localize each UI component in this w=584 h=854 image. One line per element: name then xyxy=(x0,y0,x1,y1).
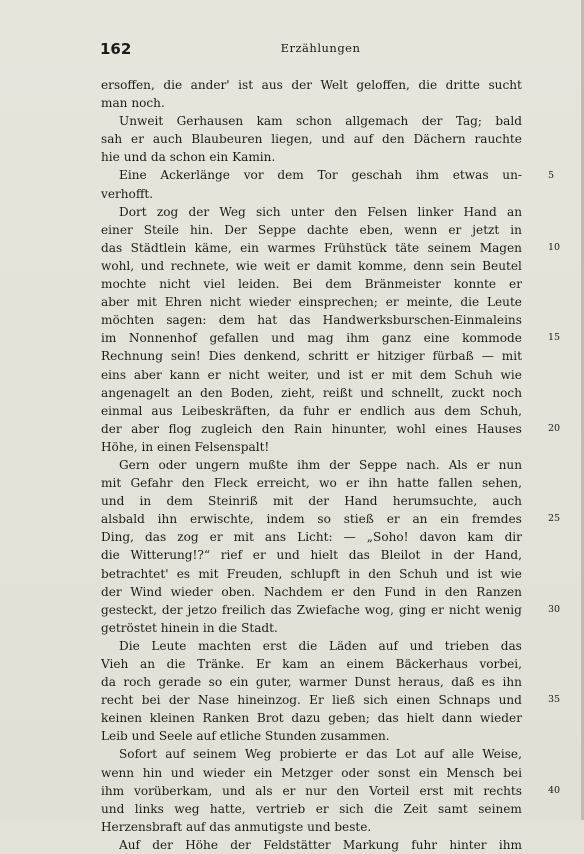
text-line: im Nonnenhof gefallen und mag ihm ganz eine kommode xyxy=(101,331,522,346)
text-line: angenagelt an den Boden, zieht, reißt und schnellt, zuckt noch xyxy=(101,385,522,400)
running-title: Erzählungen xyxy=(280,41,361,55)
text-line: wenn hin und wieder ein Metzger oder sonst ein Mensch bei xyxy=(101,765,522,780)
text-line: recht bei der Nase hineinzog. Er ließ sich einen Schnaps und xyxy=(101,693,522,708)
text-line: der Wind wieder oben. Nachdem er den Fund in den Ranzen xyxy=(101,584,522,599)
body-text xyxy=(101,76,522,854)
text-line: Die Leute machten erst die Läden auf und trieben das xyxy=(119,638,522,653)
page-header xyxy=(100,40,541,60)
text-line: die Witterung!?“ rief er und hielt das Bleilot in der Hand, xyxy=(101,548,522,563)
text-line: getröstet hinein in die Stadt. xyxy=(101,620,278,635)
text-line: Eine Ackerlänge vor dem Tor geschah ihm etwas un- xyxy=(119,168,522,183)
text-line: man noch. xyxy=(101,96,165,111)
line-number: 15 xyxy=(548,332,561,344)
text-line: Vieh an die Tränke. Er kam an einem Bäckerhaus vorbei, xyxy=(101,657,522,671)
text-line: und links weg hatte, vertrieb er sich die Zeit samt seinem xyxy=(101,801,522,816)
text-line: Herzensbraft auf das anmutigste und beste. xyxy=(101,819,372,834)
page-number: 162 xyxy=(100,40,132,58)
text-line: und in dem Steinriß mit der Hand herumsuchte, auch xyxy=(101,494,522,509)
text-line: ersoffen, die ander' ist aus der Welt geloffen, die dritte sucht xyxy=(101,78,522,92)
text-line: einer Steile hin. Der Seppe dachte eben, wenn er jetzt in xyxy=(101,222,522,237)
line-number: 25 xyxy=(548,513,561,525)
line-number: 30 xyxy=(548,603,561,615)
text-line: aber mit Ehren nicht wieder einsprechen; er meinte, die Leute xyxy=(101,295,522,310)
text-line: Sofort auf seinem Weg probierte er das Lot auf alle Weise, xyxy=(119,747,522,762)
text-line: Gern oder ungern mußte ihm der Seppe nach. Als er nun xyxy=(119,457,522,472)
text-line: Leib und Seele auf etliche Stunden zusammen. xyxy=(101,729,390,744)
text-line: einmal aus Leibeskräften, da fuhr er endlich aus dem Schuh, xyxy=(101,403,522,418)
text-line: Höhe, in einen Felsenspalt! xyxy=(101,439,270,454)
text-line: Unweit Gerhausen kam schon allgemach der Tag; bald xyxy=(119,114,522,129)
text-line: keinen kleinen Ranken Brot dazu geben; das hielt dann wieder xyxy=(101,711,522,726)
text-line: alsbald ihn erwischte, indem so stieß er an ein fremdes xyxy=(101,512,522,527)
line-number: 5 xyxy=(548,169,555,181)
text-line: Dort zog der Weg sich unter den Felsen linker Hand an xyxy=(119,204,522,219)
text-line: wohl, und rechnete, wie weit er damit komme, denn sein Beutel xyxy=(101,258,522,273)
text-line: Auf der Höhe der Feldstätter Markung fuhr hinter ihm xyxy=(119,837,522,852)
text-line: verhofft. xyxy=(101,186,154,201)
text-line: das Städtlein käme, ein warmes Frühstück täte seinem Magen xyxy=(101,240,522,255)
text-line: ihm vorüberkam, und als er nur den Vorteil erst mit rechts xyxy=(101,783,522,798)
line-number: 20 xyxy=(548,422,561,434)
text-line: gesteckt, der jetzo freilich das Zwiefache wog, ging er nicht wenig xyxy=(101,602,522,617)
line-number: 10 xyxy=(548,241,561,253)
text-line: hie und da schon ein Kamin. xyxy=(101,150,276,165)
text-line: mochte nicht viel leiden. Bei dem Bränmeister konnte er xyxy=(101,277,522,292)
text-line: Ding, das zog er mit ans Licht: — „Soho! davon kam dir xyxy=(101,530,522,545)
text-line: Rechnung sein! Dies denkend, schritt er hitziger fürbaß — mit xyxy=(101,349,522,364)
text-line: betrachtet' es mit Freuden, schlupft in den Schuh und ist wie xyxy=(101,566,522,581)
text-line: da roch gerade so ein guter, warmer Dunst heraus, daß es ihn xyxy=(101,675,522,690)
text-line: eins aber kann er nicht weiter, und ist er mit dem Schuh wie xyxy=(101,367,522,382)
text-line: mit Gefahr den Fleck erreicht, wo er ihn hatte fallen sehen, xyxy=(101,476,522,491)
line-number: 35 xyxy=(548,694,561,706)
text-line: sah er auch Blaubeuren liegen, und auf den Dächern rauchte xyxy=(101,132,522,147)
text-line: möchten sagen: dem hat das Handwerksburschen-Einmaleins xyxy=(101,313,522,328)
text-line: der aber flog zugleich den Rain hinunter, wohl eines Hauses xyxy=(101,421,522,436)
line-number: 40 xyxy=(548,784,561,796)
